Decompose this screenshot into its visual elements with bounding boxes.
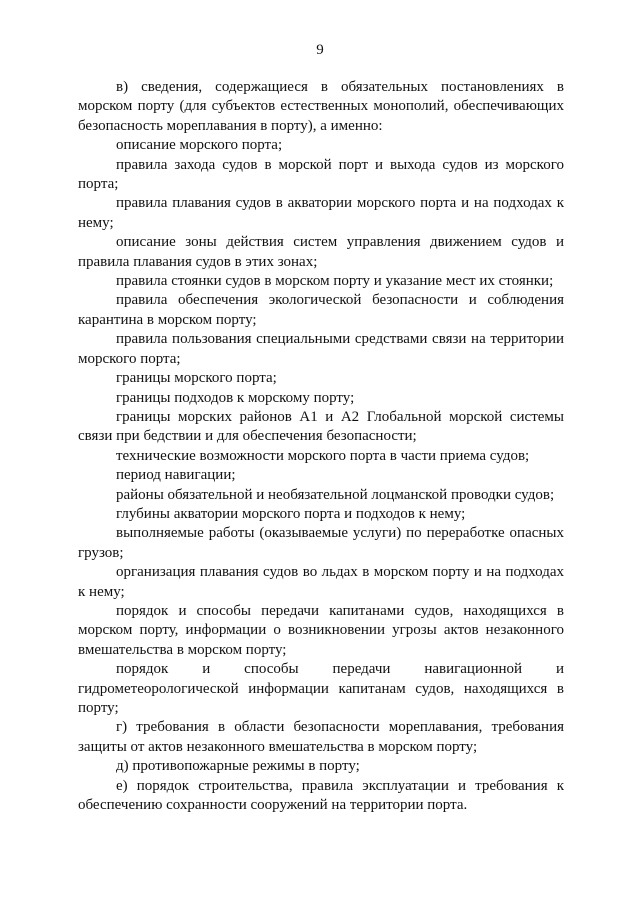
list-item: технические возможности морского порта в части приема судов;	[116, 447, 530, 464]
list-item: правила плавания судов в акватории морского порта и на подходах к нему;	[78, 195, 564, 231]
paragraph-v: в) сведения, содержащиеся в обязательных постановлениях в морском порту (для субъектов естественных монополий, обеспечивающих безопасность мореплавания в порту), а именно:	[78, 79, 564, 134]
list-item: описание морского порта;	[116, 137, 283, 154]
list-item: порядок и способы передачи капитанами судов, находящихся в морском порту, информации о возникновении угрозы актов незаконного вмешательства в морском порту;	[78, 602, 564, 658]
list-item: правила захода судов в морской порт и выхода судов из морского порта;	[78, 156, 564, 193]
list-item: правила стоянки судов в морском порту и указание мест их стоянки;	[116, 273, 554, 290]
paragraph-e: е) порядок строительства, правила эксплуатации и требования к обеспечению сохранности сооружений на территории порта.	[78, 777, 564, 814]
paragraph-g: г) требования в области безопасности мореплавания, требования защиты от актов незаконного вмешательства в морском порту;	[78, 719, 564, 755]
list-item: выполняемые работы (оказываемые услуги) по переработке опасных грузов;	[78, 525, 564, 561]
document-body	[78, 78, 564, 815]
list-item: организация плавания судов во льдах в морском порту и на подходах к нему;	[78, 564, 564, 600]
list-item: описание зоны действия систем управления движением судов и правила плавания судов в этих зонах;	[78, 234, 564, 270]
list-item: правила пользования специальными средствами связи на территории морского порта;	[78, 331, 564, 367]
list-item: правила обеспечения экологической безопасности и соблюдения карантина в морском порту;	[78, 292, 564, 328]
list-item: глубины акватории морского порта и подходов к нему;	[116, 505, 466, 522]
list-item: границы подходов к морскому порту;	[116, 389, 355, 406]
list-item: районы обязательной и необязательной лоцманской проводки судов;	[116, 486, 555, 503]
list-item: границы морского порта;	[116, 370, 277, 387]
list-item: период навигации;	[116, 467, 236, 484]
list-item: границы морских районов А1 и А2 Глобальной морской системы связи при бедствии и для обеспечения безопасности;	[78, 408, 564, 445]
list-item: порядок и способы передачи навигационной и гидрометеорологической информации капитанам судов, находящихся в порту;	[78, 661, 564, 716]
paragraph-d: д) противопожарные режимы в порту;	[116, 758, 360, 775]
page-number: 9	[316, 42, 324, 58]
